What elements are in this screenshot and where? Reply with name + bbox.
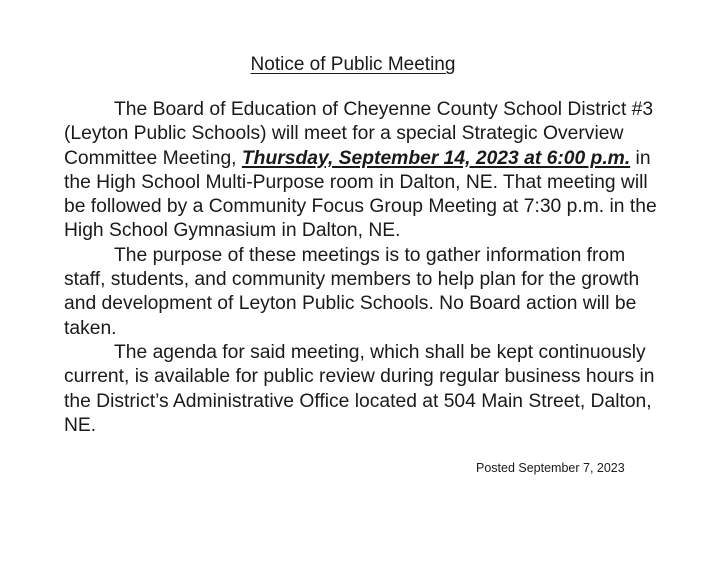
- paragraph-purpose: The purpose of these meetings is to gather information from staff, students, and community members to help plan for the growth and development of Leyton Public Schools. No Board action will be taken.: [64, 244, 640, 339]
- paragraph-meeting-details: [64, 98, 664, 244]
- meeting-date-time: Thursday, September 14, 2023 at 6:00 p.m.: [241, 147, 631, 169]
- notice-title: Notice of Public Meeting: [250, 54, 456, 75]
- meeting-details-text: The Board of Education of Cheyenne County School District #3 (Leyton Public Schools) will meet for a special Strategic Overview Committee Meeting,: [64, 99, 654, 169]
- meeting-location-text: in the High School Multi-Purpose room in Dalton, NE. That meeting will be followed by a Community Focus Group Meeting at 7:30 p.m. in the High School Gymnasium in Dalton, NE.: [64, 147, 657, 242]
- paragraph-agenda: The agenda for said meeting, which shall be kept continuously current, is available for public review during regular business hours in the District’s Administrative Office located at 504 Main Street, Dalton, NE.: [64, 341, 655, 436]
- notice-body: [64, 98, 664, 438]
- posted-date: Posted September 7, 2023: [476, 461, 625, 475]
